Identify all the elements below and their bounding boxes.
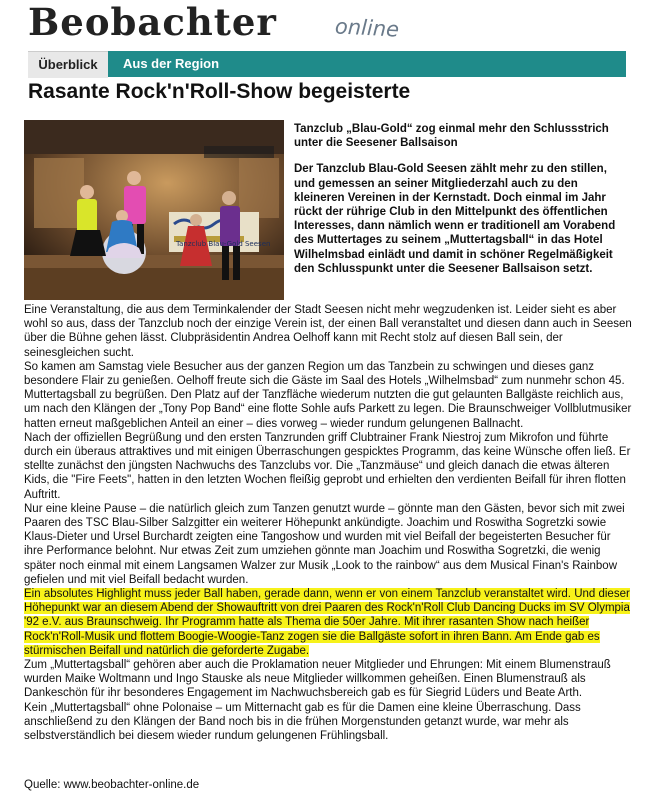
article-lead: Der Tanzclub Blau-Gold Seesen zählt mehr zu den stillen, und gemessen an seiner Mitgliederzahl auch zu den kleineren Vereinen in der Kernstadt. Doch einmal im Jahr rückt der rührige Club in den Mittelpunkt des öffentlichen Interesses, dann nämlich wenn er traditionell am Vorabend des Muttertages zu seinem „Muttertagsball“ in das Hotel Wilhelmsbad einlädt und damit in schöner Regelmäßigkeit den Schlusspunkt unter die Seesener Ballsaison setzt. xyxy=(294,163,616,275)
tab-region[interactable]: Aus der Region xyxy=(123,56,220,71)
article-headline: Rasante Rock'n'Roll-Show begeisterte xyxy=(28,80,411,103)
body-paragraph: Nach der offiziellen Begrüßung und den ersten Tanzrunden griff Clubtrainer Frank Niestroj zum Mikrofon und führte durch ein überaus attraktives und mit einigen Überraschungen gespicktes Programm, das keine Wünsche offen ließ. Er stellte zunächst den jüngsten Nachwuchs des Tanzclubs vor. Die „Tanzmäuse“ und gleich danach die etwas älteren Kids, die "Fire Feets", hatten in den letzten Wochen fleißig geprobt und erhielten den verdienten Beifall für ihren flotten Auftritt. xyxy=(24,431,631,501)
tab-overview[interactable]: Überblick xyxy=(28,51,108,78)
body-paragraph: Eine Veranstaltung, die aus dem Terminkalender der Stadt Seesen nicht mehr wegzudenken ist. Leider sieht es aber wohl so aus, dass der Tanzclub noch der einzige Verein ist, der einen Ball veranstaltet und diesen dann auch in Seesen über die Bühne gehen lässt. Clubpräsidentin Andrea Oelhoff kann mit Recht stolz auf diesen Ball sein, der seinesgleichen sucht. xyxy=(24,304,632,359)
masthead-logo: Beobachter xyxy=(28,0,277,44)
masthead xyxy=(28,2,428,46)
article-subheadline: Tanzclub „Blau-Gold“ zog einmal mehr den Schlussstrich unter die Seesener Ballsaison xyxy=(294,123,609,150)
highlight-text: Ein absolutes Highlight muss jeder Ball haben, gerade dann, wenn er von einem Tanzclub veranstaltet wird. Und dieser Höhepunkt war an diesem Abend der Showauftritt von drei Paaren des Rock'n'Roll Club Dancing Ducks im SV Olympia '92 e.V. aus Braunschweig. Ihr Programm hatte als Thema die 50er Jahre. Mit ihrer rasanten Show nach heißer Rock'n'Roll-Musik und flottem Boogie-Woogie-Tanz zogen sie die Ballgäste sofort in ihren Bann. Am Ende gab es stürmischen Beifall und natürlich die geforderte Zugabe. xyxy=(24,588,630,657)
navigation-bar xyxy=(28,51,626,77)
dance-photo-illustration xyxy=(24,120,284,300)
highlighted-paragraph xyxy=(24,587,632,658)
banner-text: Tanzclub Blau-Gold Seesen xyxy=(176,240,271,248)
body-paragraph: Zum „Muttertagsball“ gehören aber auch die Proklamation neuer Mitglieder und Ehrungen: Mit einem Blumenstrauß wurden Maike Woltmann und Ingo Stauske als neue Mitglieder willkommen geheißen. Einen Blumenstrauß als Dankeschön für ihr besonderes Engagement im Nachwuchsbereich gab es für Siegrid Lüders und Beate Arth. xyxy=(24,659,611,700)
body-paragraph: So kamen am Samstag viele Besucher aus der ganzen Region um das Tanzbein zu schwingen und dieses ganz besondere Flair zu genießen. Oelhoff freute sich die Gäste im Saal des Hotels „Wilhelmsbad“ zum nunmehr schon 45. Muttertagsball zu begrüßen. Den Platz auf der Tanzfläche wiederum nutzten die gut gelaunten Ballgäste reichlich aus, um nach den Klängen der „Tony Pop Band“ eine flotte Sohle aufs Parkett zu legen. Die Braunschweiger Vollblutmusiker hatten erneut maßgeblichen Anteil an einer – dies vorweg – wieder rundum gelungenen Ballnacht. xyxy=(24,360,632,430)
source-credit: Quelle: www.beobachter-online.de xyxy=(24,779,200,791)
body-paragraph: Kein „Muttertagsball“ ohne Polonaise – um Mitternacht gab es für die Damen eine kleine Überraschung. Dass anschließend zu den Klängen der Band noch bis in die frühen Morgenstunden getanzt wurde, war mehr als selbstverständlich bei diesem wieder rundum gelungenen Frühlingsball. xyxy=(24,701,581,743)
article-photo xyxy=(24,120,284,300)
masthead-online-logo: online xyxy=(334,14,400,42)
body-paragraph: Nur eine kleine Pause – die natürlich gleich zum Tanzen genutzt wurde – gönnte man den Gästen, bevor sich mit zwei Paaren des TSC Blau-Silber Salzgitter ein weiterer Höhepunkt ankündigte. Joachim und Roswitha Sogretzki sowie Klaus-Dieter und Ursel Burchardt zeigten eine Tangoshow und wurden mit viel Beifall der begeisterten Besucher für ihre Performance belohnt. Nur etwas Zeit zum umziehen gönnte man Joachim und Roswitha Sogretzki, die wenig später noch einmal mit einem Langsamen Walzer zur Musik „Look to the rainbow“ aus dem Musical Finan's Rainbow gefielen und mit viel Beifall bedacht wurden. xyxy=(24,502,625,586)
article-body xyxy=(24,303,632,743)
article-summary xyxy=(294,122,630,288)
